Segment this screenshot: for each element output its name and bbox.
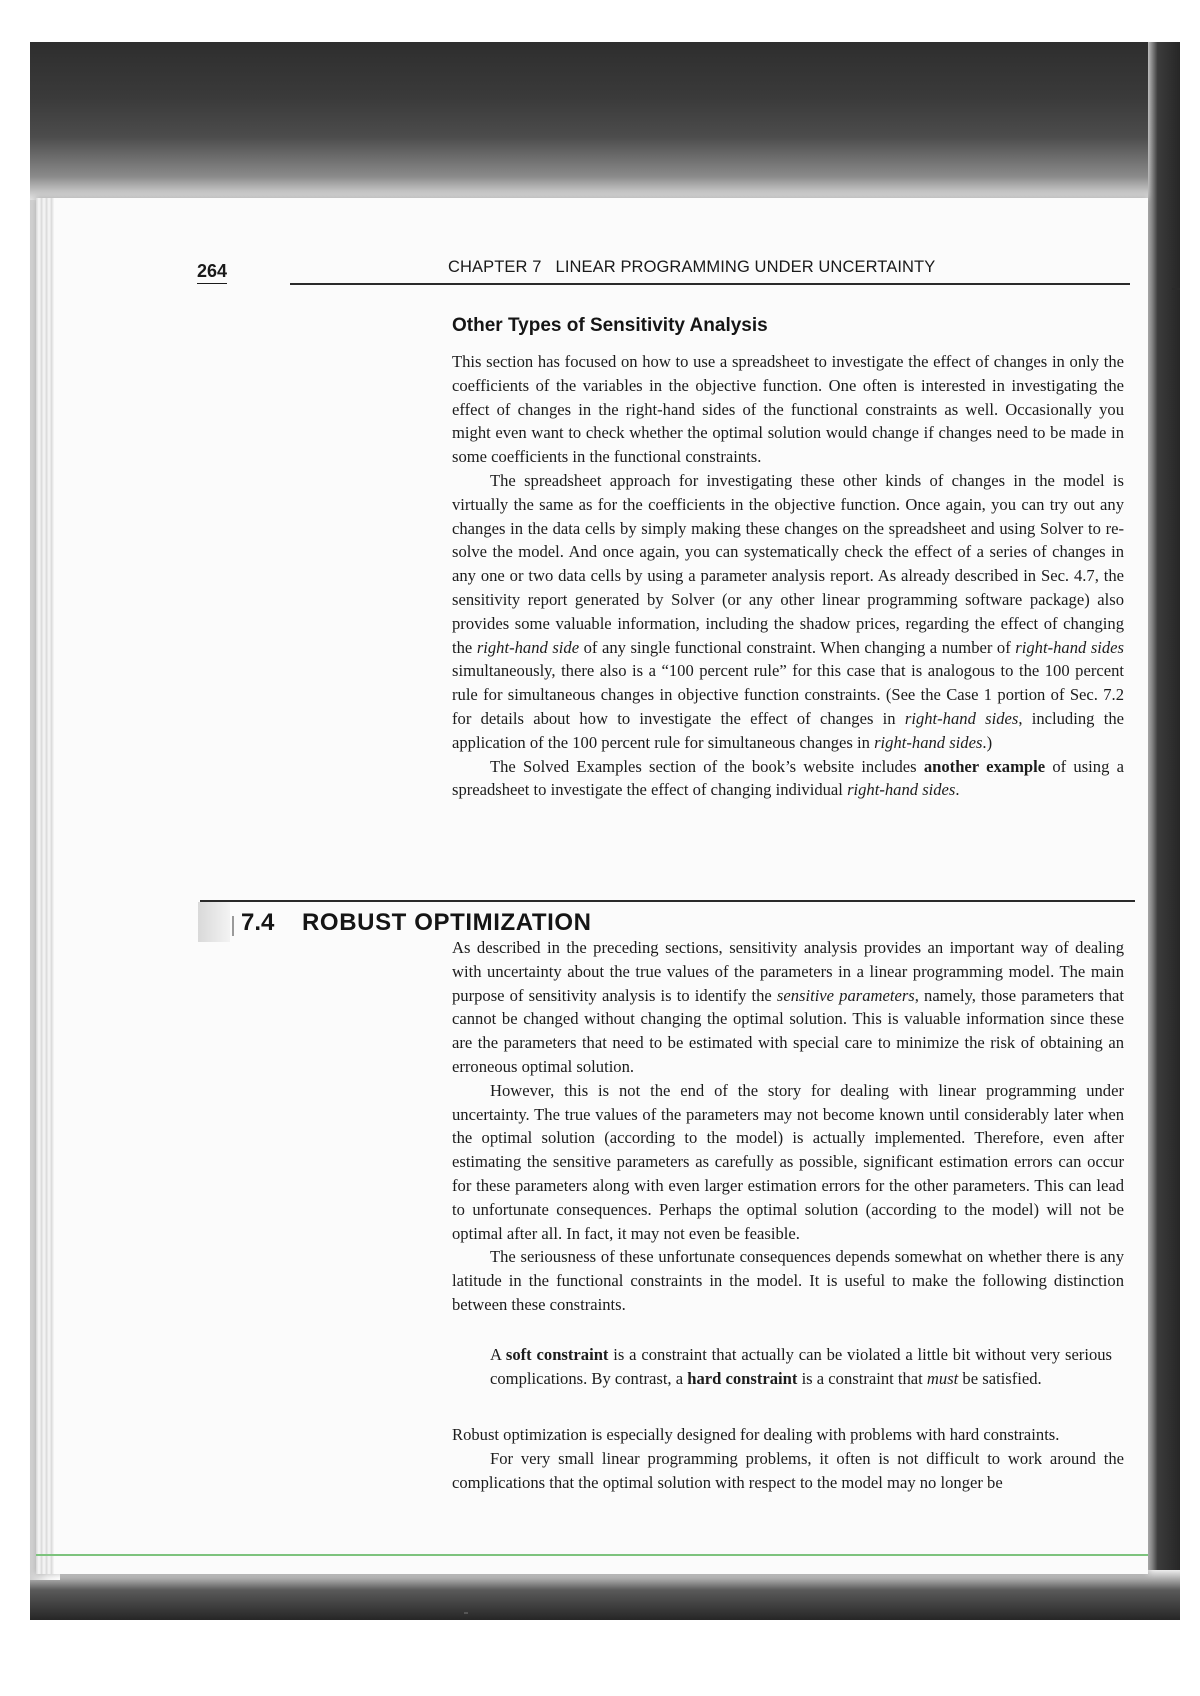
scanner-shadow-top [30, 42, 1180, 200]
definition: A soft constraint is a constraint that actually can be violated a little bit without very serious complications. By contrast, a hard constraint is a constraint that must be satisfied. [490, 1345, 1112, 1388]
scanner-shadow-right [1148, 42, 1180, 1602]
section-body [452, 936, 1124, 1317]
subsection-body [452, 350, 1124, 802]
section-body-continued [452, 1423, 1124, 1494]
paragraph: The Solved Examples section of the book’s website includes another example of using a spreadsheet to investigate the effect of changing individual right-hand sides. [452, 756, 1124, 800]
section-rule [200, 900, 1135, 902]
paragraph: This section has focused on how to use a spreadsheet to investigate the effect of changes in only the coefficients of the variables in the objective function. One often is interested in investigating the effect of changes in the right-hand sides of the functional constraints as well. Occasionally you might even want to check whether the optimal solution would change if changes need to be made in some coefficients in the functional constraints. [452, 352, 1124, 467]
section-number: 7.4 [241, 909, 275, 936]
paragraph: The seriousness of these unfortunate consequences depends somewhat on whether there is any latitude in the functional constraints in the model. It is useful to make the following distinction between these constraints. [452, 1247, 1124, 1314]
definition-block [490, 1343, 1112, 1391]
section-tab-marker [198, 902, 230, 942]
paragraph: As described in the preceding sections, sensitivity analysis provides an important way of dealing with uncertainty about the true values of the parameters in a linear programming model. The main purpose of sensitivity analysis is to identify the sensitive parameters, namely, those parameters that cannot be changed without changing the optimal solution. This is valuable information since these are the parameters that need to be estimated with special care to minimize the risk of obtaining an erroneous optimal solution. [452, 938, 1124, 1076]
page-number: 264 [197, 261, 227, 284]
header-rule [290, 283, 1130, 285]
header-rule-tick [1172, 288, 1180, 290]
section-title: ROBUST OPTIMIZATION [302, 909, 592, 936]
scanner-shadow-bottom [30, 1570, 1180, 1620]
paragraph: However, this is not the end of the story for dealing with linear programming under uncertainty. The true values of the parameters may not become known until considerably later when the optimal solution (according to the model) is actually implemented. Therefore, even after estimating the sensitive parameters as carefully as possible, significant estimation errors can occur for these parameters along with even larger estimation errors for the other parameters. This can lead to unfortunate consequences. Perhaps the optimal solution (according to the model) will not be optimal after all. In fact, it may not even be feasible. [452, 1080, 1124, 1243]
website-link-text: another example [923, 756, 1046, 776]
scan-artifact-line [36, 1554, 1148, 1556]
subsection-title: Other Types of Sensitivity Analysis [452, 315, 768, 336]
scan-speck [464, 1612, 468, 1614]
paragraph: For very small linear programming problems, it often is not difficult to work around the complications that the optimal solution with respect to the model may no longer be [452, 1448, 1124, 1492]
paragraph: The spreadsheet approach for investigating these other kinds of changes in the model is virtually the same as for the coefficients in the objective function. Once again, you can try out any changes in the data cells by simply making these changes on the spreadsheet and using Solver to re-solve the model. And once again, you can systematically check the effect of a series of changes in any one or two data cells by using a parameter analysis report. As already described in Sec. 4.7, the sensitivity report generated by Solver (or any other linear programming software package) also provides some valuable information, including the shadow prices, regarding the effect of changing the right-hand side of any single functional constraint. When changing a number of right-hand sides simultaneously, there also is a “100 percent rule” for this case that is analogous to the 100 percent rule for simultaneous changes in objective function constraints. (See the Case 1 portion of Sec. 7.2 for details about how to investigate the effect of changes in right-hand sides, including the application of the 100 percent rule for simultaneous changes in right-hand sides.) [452, 470, 1125, 752]
paragraph: Robust optimization is especially designed for dealing with problems with hard constraints. [452, 1425, 1060, 1444]
section-bar-marker [232, 916, 234, 936]
running-head: CHAPTER 7 LINEAR PROGRAMMING UNDER UNCERTAINTY [448, 258, 936, 276]
